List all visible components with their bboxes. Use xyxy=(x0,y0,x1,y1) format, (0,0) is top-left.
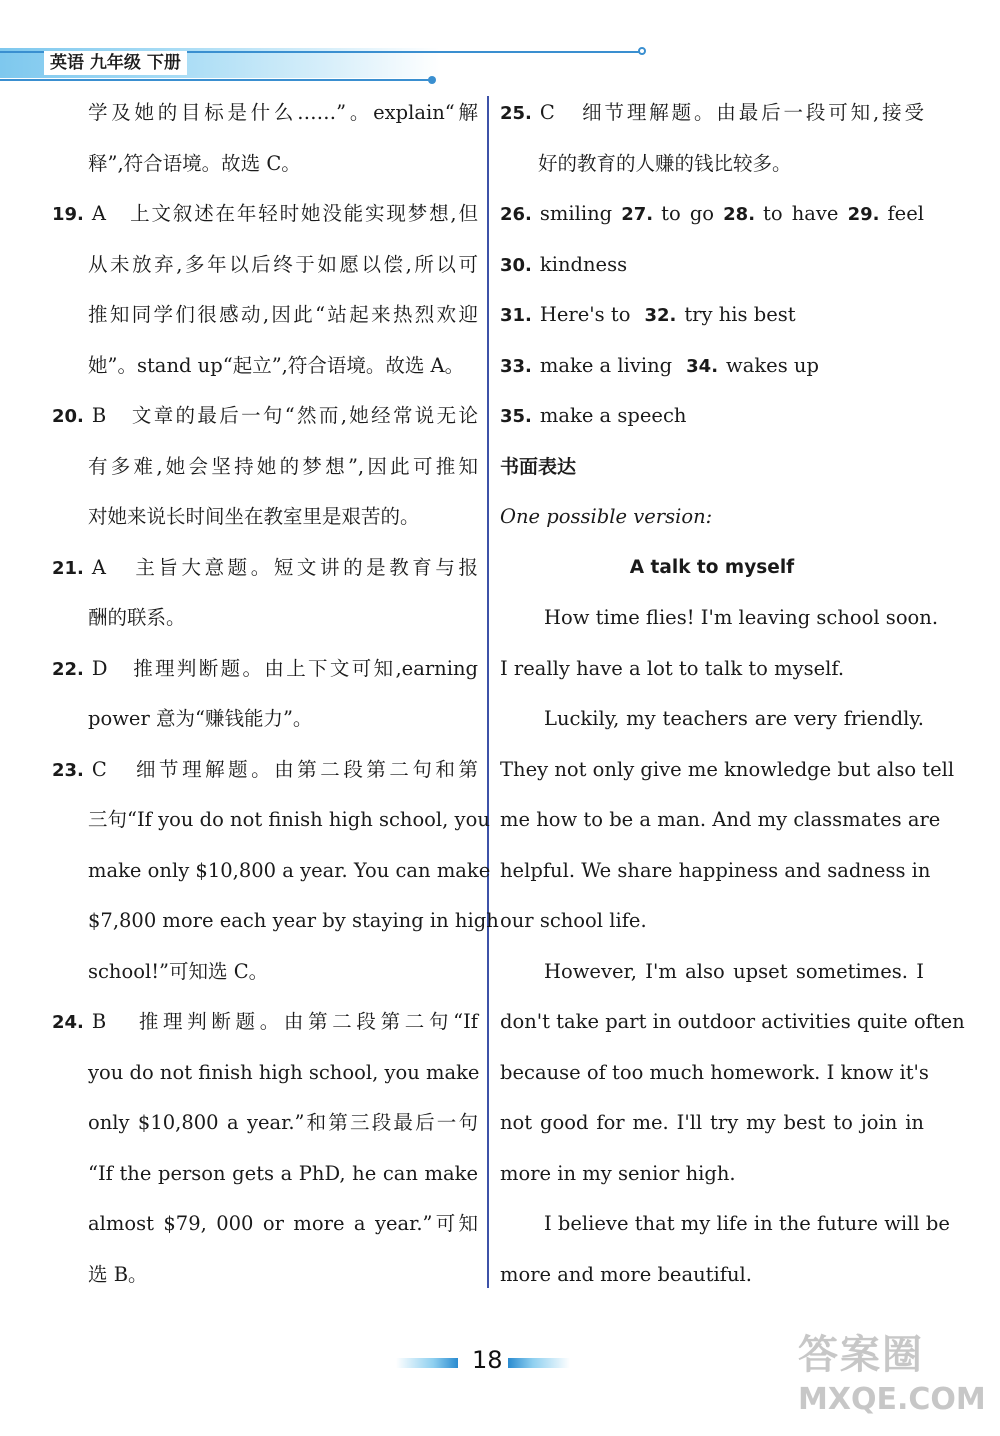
answer-item-25: 25. C 细节理解题。由最后一段可知,接受 xyxy=(500,101,924,124)
left-column xyxy=(52,88,499,1300)
answer-item-23: 23. C 细节理解题。由第二段第二句和第 xyxy=(52,757,478,781)
watermark-text-bottom: MXQE.COM xyxy=(798,1382,986,1417)
answer-line: 三句“If you do not finish high school, you xyxy=(88,808,490,831)
fill-answers-row xyxy=(500,189,924,240)
essay-line: I believe that my life in the future will be xyxy=(544,1212,950,1235)
essay-line: They not only give me knowledge but also tell xyxy=(500,757,955,781)
running-header: 英语 九年级 下册 xyxy=(44,51,187,75)
answer-line: you do not finish high school, you make xyxy=(88,1060,480,1084)
footer-ornament-left xyxy=(396,1358,458,1368)
essay-line: I really have a lot to talk to myself. xyxy=(500,656,845,680)
answer-line: only $10,800 a year.”和第三段最后一句 xyxy=(88,1111,478,1134)
answer-line: 释”,符合语境。故选 C。 xyxy=(88,151,301,175)
answer-line: 从未放弃,多年以后终于如愿以偿,所以可 xyxy=(88,252,478,276)
fill-answer: 29. feel xyxy=(847,202,925,225)
version-label: One possible version: xyxy=(500,505,713,528)
footer-ornament-right xyxy=(508,1358,570,1368)
column-divider xyxy=(487,96,489,1288)
watermark-logo xyxy=(798,1330,994,1430)
answer-item-22: 22. D 推理判断题。由上下文可知,earning xyxy=(52,656,478,680)
essay-line: helpful. We share happiness and sadness in xyxy=(500,858,931,882)
essay-line: don't take part in outdoor activities quite often xyxy=(500,1010,965,1033)
essay-line: because of too much homework. I know it's xyxy=(500,1060,929,1084)
answer-line: almost $79, 000 or more a year.”可知 xyxy=(88,1212,478,1235)
essay-line: Luckily, my teachers are very friendly. xyxy=(544,707,924,730)
essay-line: not good for me. I'll try my best to join in xyxy=(500,1111,924,1134)
essay-line: our school life. xyxy=(500,909,647,932)
watermark-text-top: 答案圈 xyxy=(798,1332,924,1378)
answer-line: make only $10,800 a year. You can make xyxy=(88,858,491,882)
fill-answers-row: 30. kindness xyxy=(500,252,628,276)
answer-line: $7,800 more each year by staying in high xyxy=(88,909,499,932)
answer-line: “If the person gets a PhD, he can make xyxy=(88,1161,478,1185)
answer-line: 好的教育的人赚的钱比较多。 xyxy=(538,151,792,175)
fill-answers-row: 33. make a living 34. wakes up xyxy=(500,353,819,377)
fill-answer: 26. smiling xyxy=(500,202,613,225)
section-heading: 书面表达 xyxy=(500,455,577,478)
answer-item-19: 19. A 上文叙述在年轻时她没能实现梦想,但 xyxy=(52,202,478,225)
answer-line: 推知同学们很感动,因此“站起来热烈欢迎 xyxy=(88,303,478,326)
header-rule-bottom xyxy=(0,79,432,81)
essay-line: However, I'm also upset sometimes. I xyxy=(544,959,924,983)
answer-line: 她”。stand up“起立”,符合语境。故选 A。 xyxy=(88,353,465,377)
page-number: 18 xyxy=(472,1346,503,1374)
answer-line: 学及她的目标是什么……”。explain“解 xyxy=(88,101,478,124)
answer-item-20: 20. B 文章的最后一句“然而,她经常说无论 xyxy=(52,404,478,427)
answer-item-24: 24. B 推理判断题。由第二段第二句“If xyxy=(52,1010,478,1033)
answer-line: 对她来说长时间坐在教室里是艰苦的。 xyxy=(88,505,420,528)
right-column xyxy=(500,88,965,1300)
essay-title: A talk to myself xyxy=(629,556,795,578)
answer-item-21: 21. A 主旨大意题。短文讲的是教育与报 xyxy=(52,555,478,579)
answer-line: 有多难,她会坚持她的梦想”,因此可推知 xyxy=(88,454,478,478)
fill-answer: 28. to have xyxy=(723,202,839,225)
essay-line: more in my senior high. xyxy=(500,1161,736,1185)
fill-answers-row: 35. make a speech xyxy=(500,404,687,427)
essay-line: more and more beautiful. xyxy=(500,1262,752,1286)
fill-answers-row: 31. Here's to 32. try his best xyxy=(500,303,796,326)
answer-line: 酬的联系。 xyxy=(88,606,186,629)
header-rule-end-dot xyxy=(428,76,436,84)
header-rule-end-circle xyxy=(638,47,646,55)
answer-line: power 意为“赚钱能力”。 xyxy=(88,707,313,730)
answer-line: school!”可知选 C。 xyxy=(88,959,269,983)
essay-line: me how to be a man. And my classmates are xyxy=(500,808,941,831)
answer-line: 选 B。 xyxy=(88,1262,148,1286)
fill-answer: 27. to go xyxy=(621,202,715,225)
essay-line: How time flies! I'm leaving school soon. xyxy=(544,606,939,629)
